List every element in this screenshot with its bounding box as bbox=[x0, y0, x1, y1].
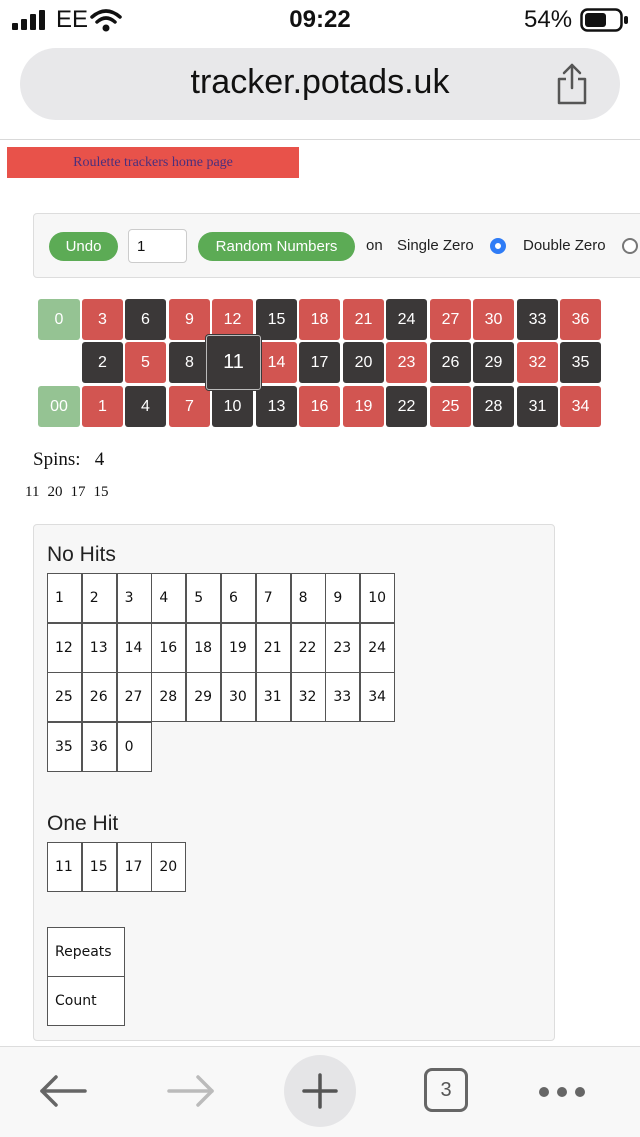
table-cell: 33 bbox=[325, 672, 360, 722]
more-icon[interactable] bbox=[536, 1084, 588, 1100]
wifi-icon bbox=[90, 8, 122, 32]
one-hit-title: One Hit bbox=[47, 812, 119, 835]
single-zero-radio[interactable] bbox=[490, 238, 506, 254]
board-cell-33[interactable]: 33 bbox=[517, 299, 558, 340]
board-cell-34[interactable]: 34 bbox=[560, 386, 601, 427]
history-number: 15 bbox=[93, 484, 109, 500]
board-cell-36[interactable]: 36 bbox=[560, 299, 601, 340]
table-cell: 10 bbox=[360, 573, 395, 623]
table-cell: 5 bbox=[186, 573, 221, 623]
table-cell: 25 bbox=[47, 672, 82, 722]
table-cell: 2 bbox=[82, 573, 117, 623]
history-number: 11 bbox=[25, 484, 40, 500]
board-cell-30[interactable]: 30 bbox=[473, 299, 514, 340]
share-icon[interactable] bbox=[554, 62, 590, 106]
no-hits-title: No Hits bbox=[47, 543, 116, 566]
table-cell: 35 bbox=[47, 722, 82, 772]
board-cell-1[interactable]: 1 bbox=[82, 386, 123, 427]
table-cell: 14 bbox=[117, 623, 152, 673]
table-cell: 19 bbox=[221, 623, 256, 673]
board-cell-12[interactable]: 12 bbox=[212, 299, 253, 340]
board-cell-10[interactable]: 10 bbox=[212, 386, 253, 427]
board-cell-27[interactable]: 27 bbox=[430, 299, 471, 340]
undo-button[interactable]: Undo bbox=[49, 232, 118, 261]
table-cell: 6 bbox=[221, 573, 256, 623]
board-cell-19[interactable]: 19 bbox=[343, 386, 384, 427]
table-cell: 26 bbox=[82, 672, 117, 722]
table-cell: 7 bbox=[256, 573, 291, 623]
board-cell-9[interactable]: 9 bbox=[169, 299, 210, 340]
double-zero-radio[interactable] bbox=[622, 238, 638, 254]
battery-percentage: 54% bbox=[524, 6, 573, 33]
table-cell: 1 bbox=[47, 573, 82, 623]
table-cell: 13 bbox=[82, 623, 117, 673]
url-text[interactable]: tracker.potads.uk bbox=[190, 63, 450, 101]
forward-arrow-icon[interactable] bbox=[166, 1073, 216, 1109]
board-cell-6[interactable]: 6 bbox=[125, 299, 166, 340]
status-bar bbox=[0, 0, 640, 44]
table-cell: 30 bbox=[221, 672, 256, 722]
board-cell-00[interactable]: 00 bbox=[38, 386, 80, 427]
board-cell-22[interactable]: 22 bbox=[386, 386, 427, 427]
table-cell: 32 bbox=[291, 672, 326, 722]
quantity-input[interactable] bbox=[128, 229, 187, 263]
repeats-count-label: Count bbox=[47, 976, 125, 1026]
table-cell: 11 bbox=[47, 842, 82, 892]
table-cell: 24 bbox=[360, 623, 395, 673]
table-cell: 29 bbox=[186, 672, 221, 722]
repeats-header: Repeats bbox=[47, 927, 125, 977]
table-cell: 8 bbox=[291, 573, 326, 623]
table-cell: 28 bbox=[151, 672, 186, 722]
table-cell: 15 bbox=[82, 842, 117, 892]
signal-icon bbox=[12, 10, 46, 30]
board-cell-11[interactable]: 11 bbox=[206, 335, 261, 390]
spins-count: 4 bbox=[94, 449, 105, 470]
board-cell-7[interactable]: 7 bbox=[169, 386, 210, 427]
board-cell-24[interactable]: 24 bbox=[386, 299, 427, 340]
board-cell-8[interactable]: 8 bbox=[169, 342, 210, 383]
random-numbers-button[interactable]: Random Numbers bbox=[198, 232, 355, 261]
toolbar-divider bbox=[0, 139, 640, 140]
board-cell-32[interactable]: 32 bbox=[517, 342, 558, 383]
board-cell-16[interactable]: 16 bbox=[299, 386, 340, 427]
table-cell: 34 bbox=[360, 672, 395, 722]
spins-label: Spins: bbox=[33, 449, 81, 470]
table-cell: 20 bbox=[151, 842, 186, 892]
on-label: on bbox=[366, 237, 383, 254]
carrier-name: EE bbox=[56, 6, 89, 33]
board-cell-18[interactable]: 18 bbox=[299, 299, 340, 340]
board-cell-2[interactable]: 2 bbox=[82, 342, 123, 383]
board-cell-35[interactable]: 35 bbox=[560, 342, 601, 383]
board-cell-5[interactable]: 5 bbox=[125, 342, 166, 383]
single-zero-label: Single Zero bbox=[397, 237, 474, 254]
board-cell-20[interactable]: 20 bbox=[343, 342, 384, 383]
board-cell-21[interactable]: 21 bbox=[343, 299, 384, 340]
table-cell: 4 bbox=[151, 573, 186, 623]
clock: 09:22 bbox=[289, 6, 351, 33]
home-link[interactable]: Roulette trackers home page bbox=[7, 147, 299, 178]
board-cell-29[interactable]: 29 bbox=[473, 342, 514, 383]
table-cell: 27 bbox=[117, 672, 152, 722]
table-cell: 0 bbox=[117, 722, 152, 772]
table-cell: 12 bbox=[47, 623, 82, 673]
spin-history bbox=[25, 484, 116, 501]
back-arrow-icon[interactable] bbox=[38, 1073, 88, 1109]
table-cell: 18 bbox=[186, 623, 221, 673]
battery-icon bbox=[580, 8, 630, 32]
board-cell-25[interactable]: 25 bbox=[430, 386, 471, 427]
board-cell-13[interactable]: 13 bbox=[256, 386, 297, 427]
board-cell-3[interactable]: 3 bbox=[82, 299, 123, 340]
table-cell: 9 bbox=[325, 573, 360, 623]
board-cell-26[interactable]: 26 bbox=[430, 342, 471, 383]
board-cell-23[interactable]: 23 bbox=[386, 342, 427, 383]
table-cell: 17 bbox=[117, 842, 152, 892]
table-cell: 21 bbox=[256, 623, 291, 673]
history-number: 20 bbox=[47, 484, 63, 500]
table-cell: 23 bbox=[325, 623, 360, 673]
board-cell-14[interactable]: 14 bbox=[256, 342, 297, 383]
board-cell-17[interactable]: 17 bbox=[299, 342, 340, 383]
table-cell: 22 bbox=[291, 623, 326, 673]
board-cell-0[interactable]: 0 bbox=[38, 299, 80, 340]
double-zero-label: Double Zero bbox=[523, 237, 606, 254]
new-tab-button[interactable] bbox=[284, 1055, 356, 1127]
table-cell: 36 bbox=[82, 722, 117, 772]
table-cell: 16 bbox=[151, 623, 186, 673]
table-cell: 31 bbox=[256, 672, 291, 722]
tabs-button[interactable]: 3 bbox=[424, 1068, 468, 1112]
board-cell-4[interactable]: 4 bbox=[125, 386, 166, 427]
board-cell-28[interactable]: 28 bbox=[473, 386, 514, 427]
table-cell: 3 bbox=[117, 573, 152, 623]
plus-icon bbox=[302, 1073, 338, 1109]
board-cell-15[interactable]: 15 bbox=[256, 299, 297, 340]
history-number: 17 bbox=[70, 484, 86, 500]
address-bar[interactable] bbox=[20, 48, 620, 120]
board-cell-31[interactable]: 31 bbox=[517, 386, 558, 427]
spins-counter bbox=[33, 449, 104, 471]
